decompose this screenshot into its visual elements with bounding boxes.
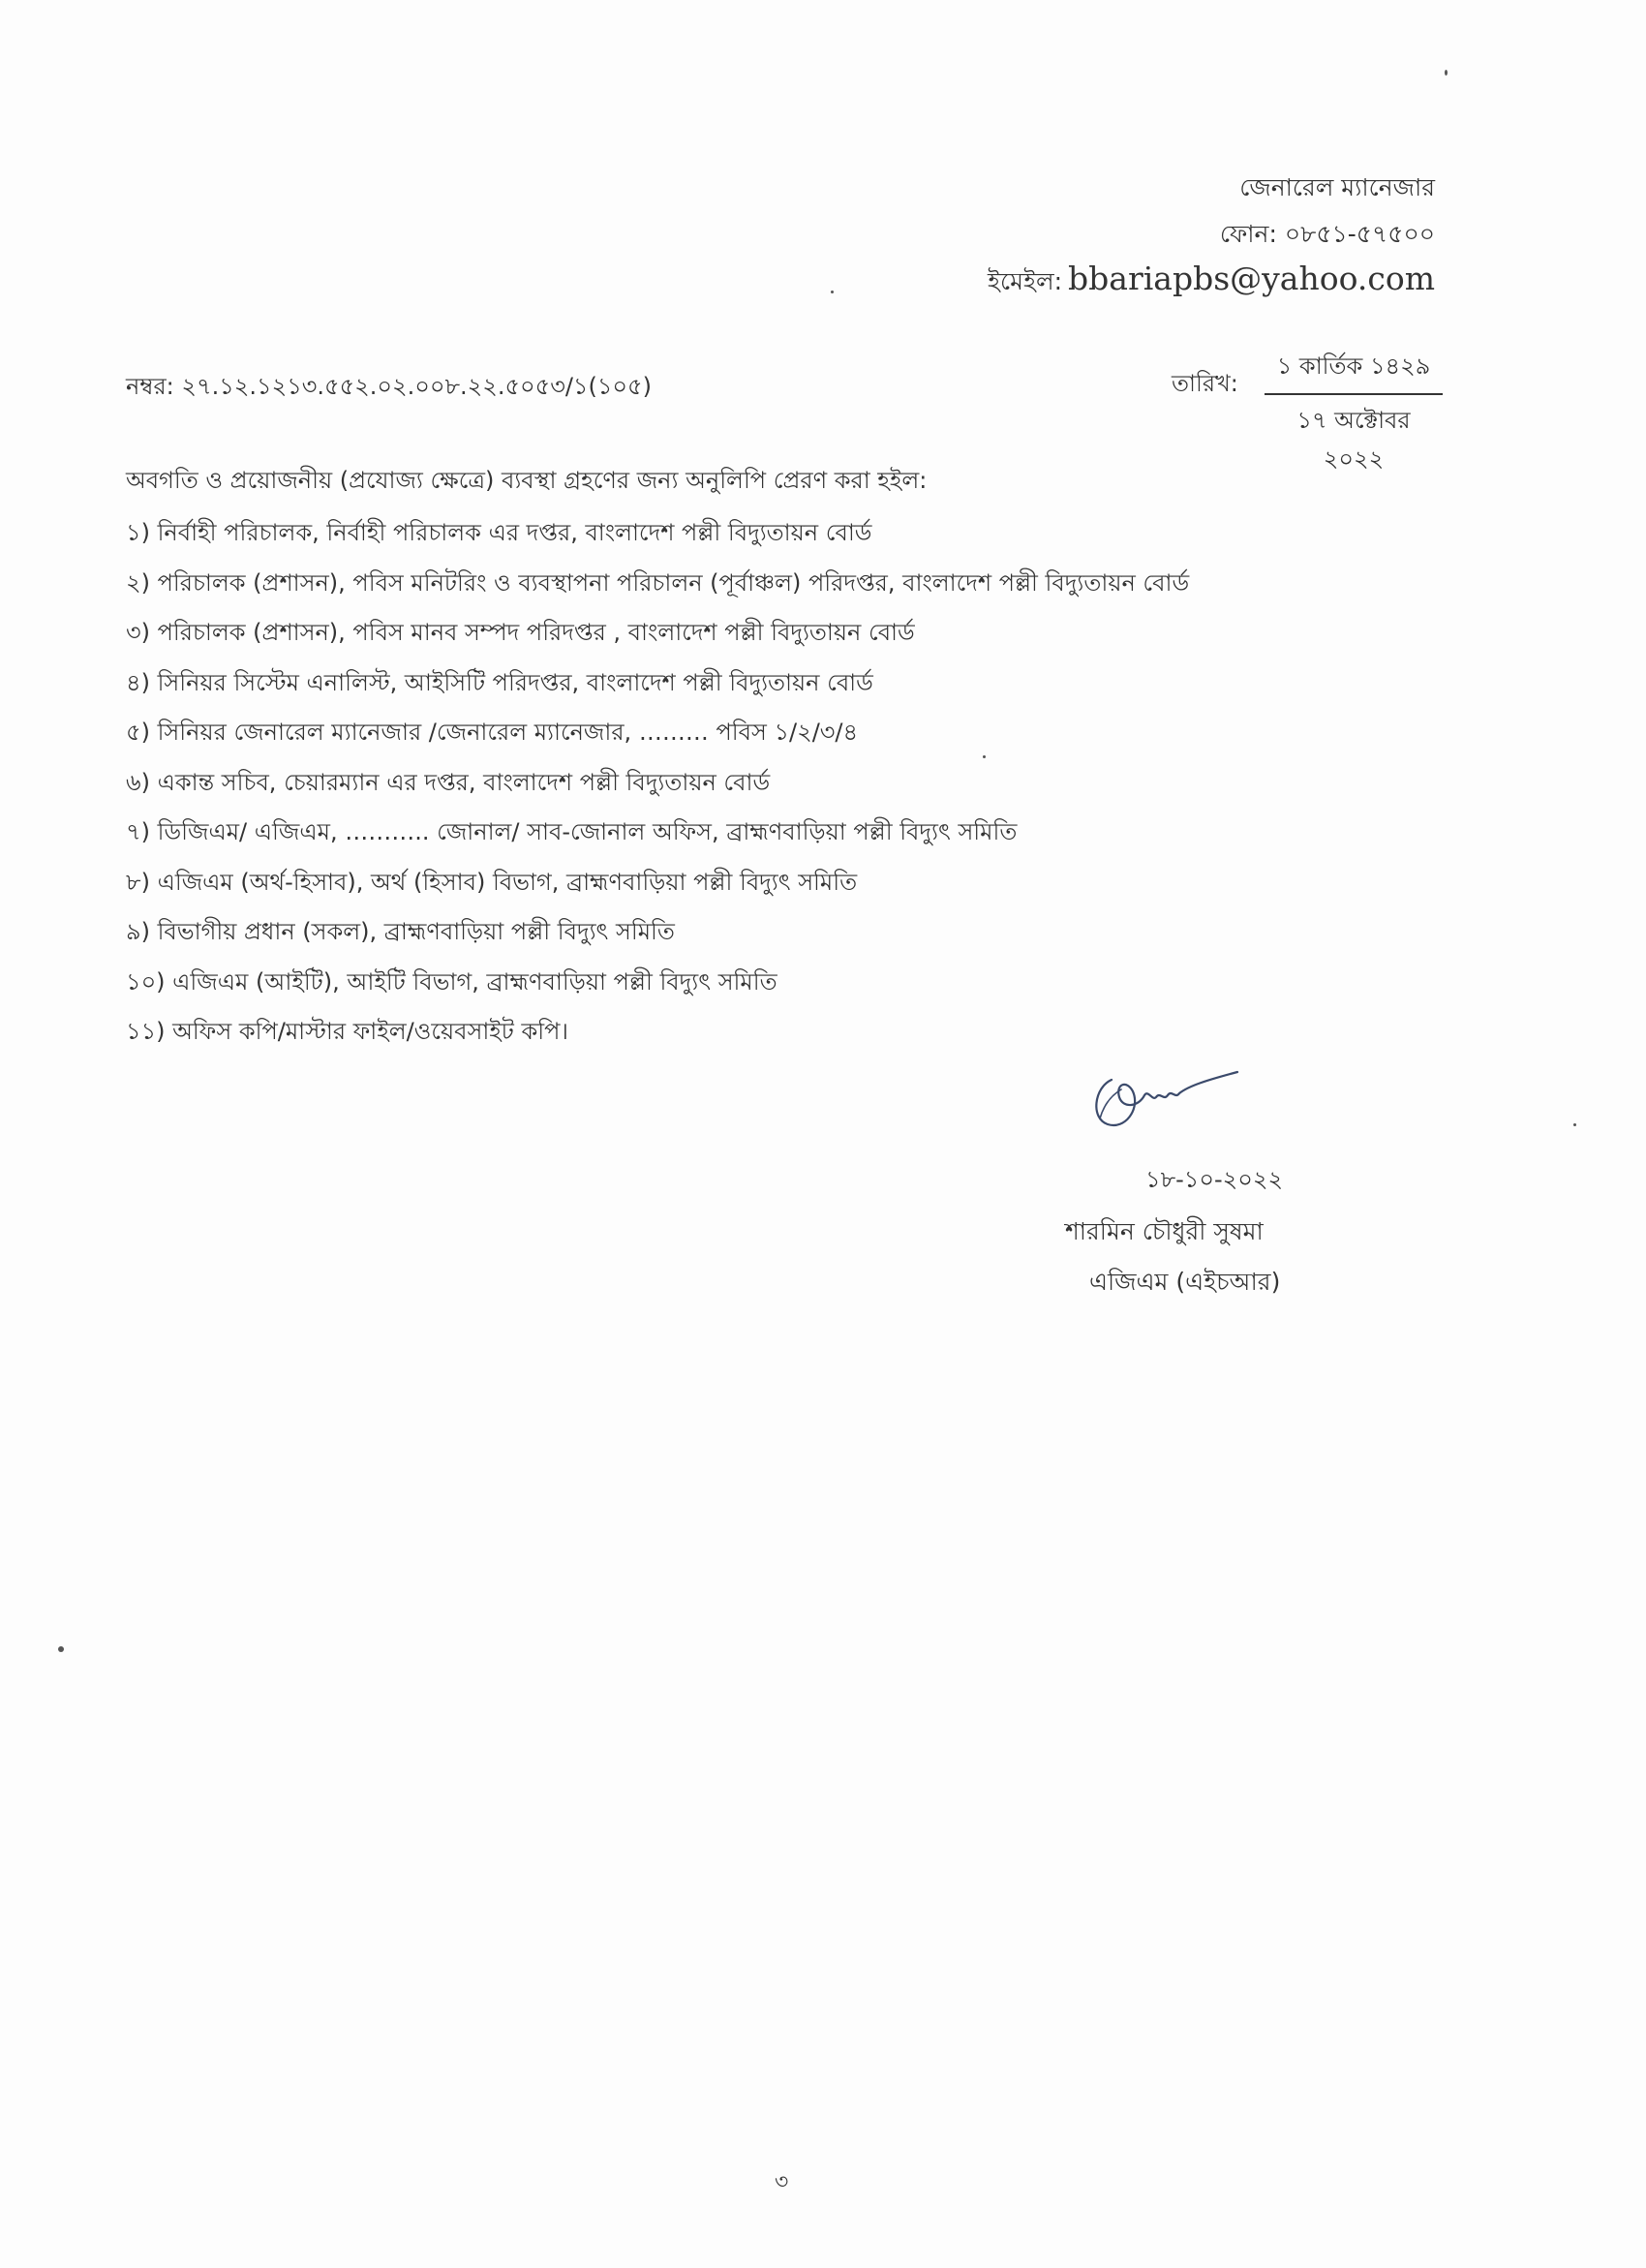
sender-designation: জেনারেল ম্যানেজার xyxy=(1239,173,1435,201)
email-label: ইমেইল: xyxy=(988,267,1063,295)
memo-number: নম্বর: ২৭.১২.১২১৩.৫৫২.০২.০০৮.২২.৫০৫৩/১(১০৫) xyxy=(126,373,652,400)
email-address: bbariapbs@yahoo.com xyxy=(1068,260,1435,297)
scan-speck xyxy=(983,755,986,758)
scan-speck xyxy=(58,1646,64,1652)
date-label: তারিখ: xyxy=(1172,370,1238,397)
sender-email-line xyxy=(988,260,1435,304)
signatory-designation: এজিএম (এইচআর) xyxy=(1089,1268,1281,1296)
sender-phone: ফোন: ০৮৫১-৫৭৫০০ xyxy=(1219,220,1435,248)
signatory-name: শারমিন চৌধুরী সুষমা xyxy=(1065,1217,1264,1245)
distribution-intro: অবগতি ও প্রয়োজনীয় (প্রযোজ্য ক্ষেত্রে) ব্যবস্থা গ্রহণের জন্য অনুলিপি প্রেরণ করা হইল: xyxy=(126,467,928,494)
list-item: ৬) একান্ত সচিব, চেয়ারম্যান এর দপ্তর, বাংলাদেশ পল্লী বিদ্যুতায়ন বোর্ড xyxy=(126,768,771,796)
date-bangla: ১ কার্তিক ১৪২৯ xyxy=(1265,349,1443,395)
list-item: ৭) ডিজিএম/ এজিএম, ……….. জোনাল/ সাব-জোনাল অফিস, ব্রাহ্মণবাড়িয়া পল্লী বিদ্যুৎ সমিতি xyxy=(126,818,1018,845)
scan-speck xyxy=(1573,1123,1576,1126)
list-item: ৫) সিনিয়র জেনারেল ম্যানেজার /জেনারেল ম্যানেজার, ……… পবিস ১/২/৩/৪ xyxy=(126,719,859,746)
list-item: ৪) সিনিয়র সিস্টেম এনালিস্ট, আইসিটি পরিদপ্তর, বাংলাদেশ পল্লী বিদ্যুতায়ন বোর্ড xyxy=(126,668,873,696)
list-item: ৯) বিভাগীয় প্রধান (সকল), ব্রাহ্মণবাড়িয়া পল্লী বিদ্যুৎ সমিতি xyxy=(126,918,675,945)
scan-speck xyxy=(831,291,834,293)
distribution-list xyxy=(126,513,1189,1062)
page-number: ৩ xyxy=(775,2170,789,2194)
list-item: ১১) অফিস কপি/মাস্টার ফাইল/ওয়েবসাইট কপি। xyxy=(126,1018,568,1045)
list-item: ১০) এজিএম (আইটি), আইটি বিভাগ, ব্রাহ্মণবাড়িয়া পল্লী বিদ্যুৎ সমিতি xyxy=(126,967,777,996)
date-english: ১৭ অক্টোবর ২০২২ xyxy=(1296,407,1411,473)
signature-date: ১৮-১০-২০২২ xyxy=(1145,1166,1284,1193)
handwritten-signature xyxy=(1082,1051,1276,1138)
list-item: ৮) এজিএম (অর্থ-হিসাব), অর্থ (হিসাব) বিভাগ, ব্রাহ্মণবাড়িয়া পল্লী বিদ্যুৎ সমিতি xyxy=(126,868,858,896)
list-item: ৩) পরিচালক (প্রশাসন), পবিস মানব সম্পদ পরিদপ্তর , বাংলাদেশ পল্লী বিদ্যুতায়ন বোর্ড xyxy=(126,619,915,646)
list-item: ২) পরিচালক (প্রশাসন), পবিস মনিটরিং ও ব্যবস্থাপনা পরিচালন (পূর্বাঞ্চল) পরিদপ্তর, বাংলাদেশ পল্লী বিদ্যুতায়ন বোর্ড xyxy=(126,568,1190,597)
date-values xyxy=(1265,349,1443,480)
scan-speck xyxy=(1445,70,1448,76)
list-item: ১) নির্বাহী পরিচালক, নির্বাহী পরিচালক এর দপ্তর, বাংলাদেশ পল্লী বিদ্যুতায়ন বোর্ড xyxy=(126,519,872,546)
